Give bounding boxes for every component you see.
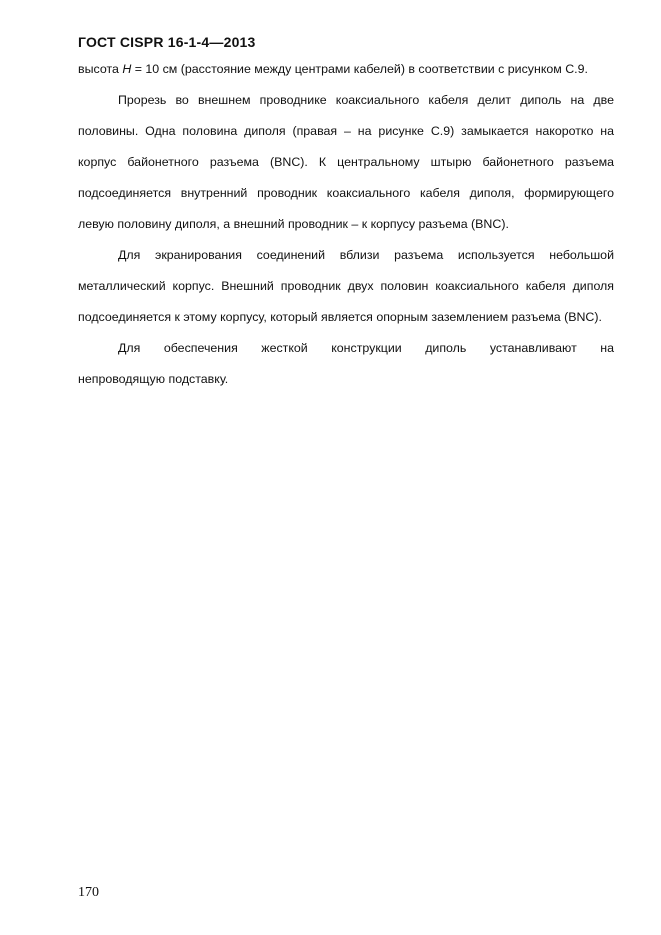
page-number: 170 [78, 885, 99, 900]
paragraph-support-line2: непроводящую подставку. [78, 372, 229, 386]
paragraph-support-line1: Для обеспечения жесткой конструкции диполь устанавливают на [118, 341, 614, 355]
document-body [78, 54, 614, 395]
paragraph-slot-description: Прорезь во внешнем проводнике коаксиального кабеля делит диполь на две половины. Одна половина диполя (правая – на рисунке С.9) замыкается накоротко на корпус байонетного разъема (BNC). К центральному штырю байонетного разъема подсоединяется внутренний проводник коаксиального кабеля диполя, формирующего левую половину диполя, а внешний проводник – к корпусу разъема (BNC). [78, 93, 614, 231]
variable-h: H [122, 62, 132, 76]
paragraph-shielding: Для экранирования соединений вблизи разъема используется небольшой металлический корпус. Внешний проводник двух половин коаксиального кабеля диполя подсоединяется к этому корпусу, который является опорным заземлением разъема (BNC). [78, 248, 614, 324]
text-fragment: высота [78, 62, 123, 76]
paragraph-height-spec [78, 54, 614, 85]
document-header: ГОСТ CISPR 16-1-4—2013 [78, 34, 256, 50]
text-fragment: = 10 см (расстояние между центрами кабелей) в соответствии с рисунком С.9. [131, 62, 588, 76]
